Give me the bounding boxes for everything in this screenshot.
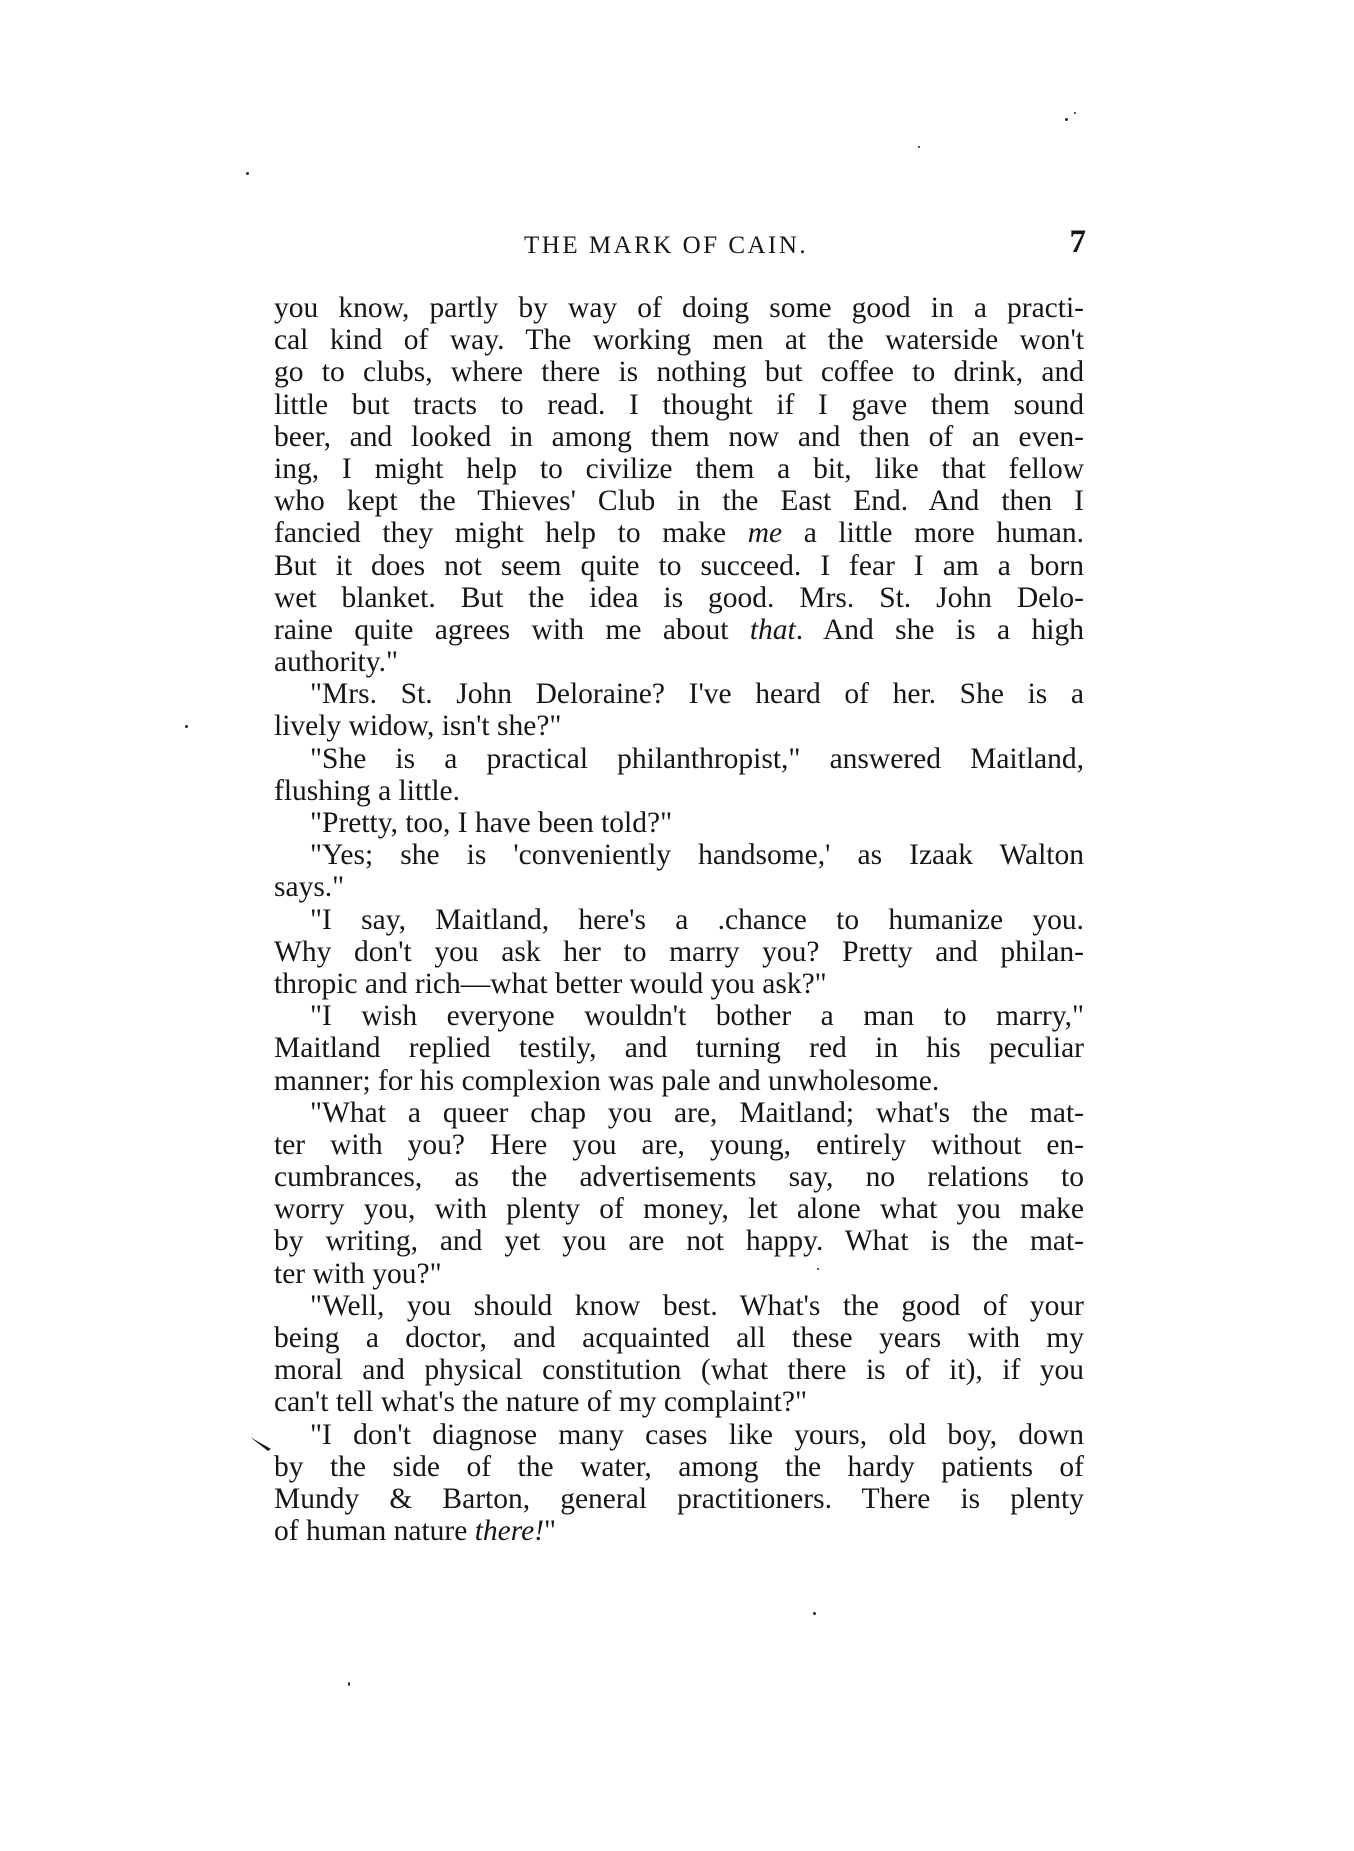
text-line: by writing, and yet you are not happy. What is the mat- — [274, 1225, 1084, 1258]
scan-speck — [348, 1682, 350, 1686]
italic-word: me — [747, 517, 783, 550]
running-head — [276, 224, 1092, 268]
text-line: "Well, you should know best. What's the good of your — [310, 1289, 1084, 1322]
text-line: fancied they might help to make me a little more human. — [274, 517, 1084, 550]
scan-speck — [813, 1612, 816, 1615]
text-line: moral and physical constitution (what there is of it), if you — [274, 1354, 1084, 1387]
text-line: you know, partly by way of doing some good in a practi- — [274, 292, 1084, 324]
text-line: But it does not seem quite to succeed. I fear I am a born — [274, 549, 1084, 582]
scan-speck — [1074, 112, 1076, 114]
text-line: flushing a little. — [274, 774, 460, 807]
italic-word: that — [749, 613, 796, 646]
text-line: who kept the Thieves' Club in the East End. And then I — [274, 485, 1084, 518]
body-text — [274, 292, 1084, 1547]
text-line: "I don't diagnose many cases like yours, old boy, down — [310, 1418, 1084, 1451]
text-line: "I say, Maitland, here's a .chance to humanize you. — [310, 903, 1084, 936]
text-line: ing, I might help to civilize them a bit, like that fellow — [274, 452, 1084, 485]
text-line: lively widow, isn't she?" — [274, 710, 562, 743]
text-line: by the side of the water, among the hardy patients of — [274, 1450, 1084, 1483]
text-line: thropic and rich—what better would you ask?" — [274, 967, 827, 1000]
text-line: Maitland replied testily, and turning red in his peculiar — [274, 1032, 1084, 1065]
text-line: of human nature there!" — [274, 1515, 557, 1548]
scan-speck — [1065, 118, 1068, 121]
text-line: go to clubs, where there is nothing but coffee to drink, and — [274, 356, 1084, 389]
scan-speck — [246, 172, 249, 175]
scan-speck — [185, 725, 188, 728]
text-line: "Mrs. St. John Deloraine? I've heard of her. She is a — [310, 678, 1084, 711]
text-line: "Yes; she is 'conveniently handsome,' as Izaak Walton — [310, 839, 1084, 872]
running-title: THE MARK OF CAIN. — [524, 232, 809, 259]
text-line: "She is a practical philanthropist," answered Maitland, — [310, 742, 1084, 775]
text-line: worry you, with plenty of money, let alone what you make — [274, 1193, 1084, 1226]
text-line: ter with you? Here you are, young, entirely without en- — [274, 1128, 1084, 1161]
page-number: 7 — [1069, 224, 1086, 260]
text-line: beer, and looked in among them now and then of an even- — [274, 420, 1084, 453]
text-line: being a doctor, and acquainted all these years with my — [274, 1322, 1084, 1354]
text-line: can't tell what's the nature of my complaint?" — [274, 1386, 808, 1419]
text-line: wet blanket. But the idea is good. Mrs. St. John Delo- — [274, 581, 1084, 614]
text-line: says." — [274, 871, 345, 904]
text-line: cal kind of way. The working men at the waterside won't — [274, 324, 1084, 357]
text-line: raine quite agrees with me about that. And she is a high — [274, 613, 1084, 646]
scan-speck — [817, 1268, 819, 1270]
italic-word: there! — [474, 1515, 545, 1548]
text-line: authority." — [274, 646, 399, 679]
scan-speck — [918, 146, 920, 148]
ink-margin-mark — [249, 1436, 275, 1452]
text-line: Why don't you ask her to marry you? Pretty and philan- — [274, 935, 1084, 968]
text-line: "I wish everyone wouldn't bother a man to marry," — [310, 1000, 1084, 1033]
text-line: manner; for his complexion was pale and unwholesome. — [274, 1064, 940, 1097]
text-line: cumbrances, as the advertisements say, no relations to — [274, 1161, 1084, 1194]
text-line: little but tracts to read. I thought if I gave them sound — [274, 388, 1084, 421]
text-line: "Pretty, too, I have been told?" — [310, 807, 673, 839]
text-line: ter with you?" — [274, 1257, 442, 1290]
text-line: "What a queer chap you are, Maitland; what's the mat- — [310, 1096, 1084, 1129]
text-line: Mundy & Barton, general practitioners. There is plenty — [274, 1482, 1084, 1515]
